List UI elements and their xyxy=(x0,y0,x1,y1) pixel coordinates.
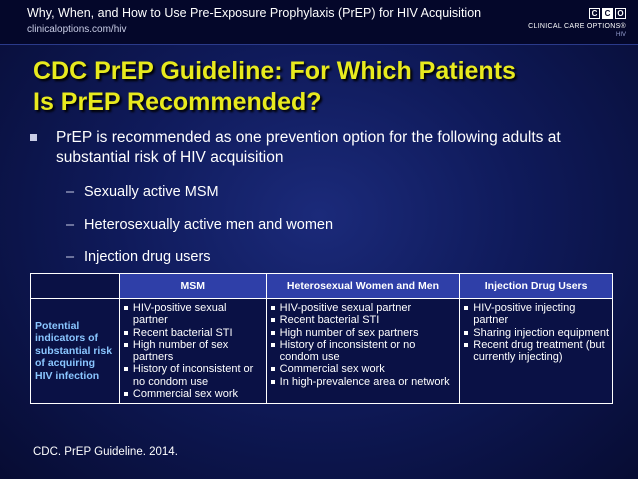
logo-letter: C xyxy=(589,8,600,19)
list-item: History of inconsistent or no condom use xyxy=(271,339,457,364)
list-item: Commercial sex work xyxy=(124,388,263,400)
row-header: Potential indicators of substantial risk of acquiring HIV infection xyxy=(31,299,120,404)
list-item: HIV-positive sexual partner xyxy=(271,302,457,314)
list-item: High number of sex partners xyxy=(124,339,263,364)
list-item: History of inconsistent or no condom use xyxy=(124,363,263,388)
citation: CDC. PrEP Guideline. 2014. xyxy=(33,446,178,458)
logo-letter: O xyxy=(615,8,626,19)
sub-bullet xyxy=(66,184,219,200)
square-bullet-icon xyxy=(30,134,37,141)
main-bullet xyxy=(38,128,608,168)
table-cell-msm xyxy=(119,299,266,404)
logo-name: CLINICAL CARE OPTIONS® xyxy=(528,23,626,30)
indicator-list xyxy=(464,302,609,363)
list-item: In high-prevalence area or network xyxy=(271,376,457,388)
dash-icon: – xyxy=(66,249,75,265)
main-bullet-text: PrEP is recommended as one prevention option for the following adults at substantial risk of HIV acquisition xyxy=(56,129,561,166)
table-corner-cell xyxy=(31,274,120,299)
logo-sub: HIV xyxy=(615,32,626,38)
list-item: Commercial sex work xyxy=(271,363,457,375)
table-row xyxy=(31,299,613,404)
list-item: Recent bacterial STI xyxy=(124,327,263,339)
table-cell-injection-drug-users xyxy=(460,299,613,404)
sub-bullet xyxy=(66,249,211,265)
header-url[interactable]: clinicaloptions.com/hiv xyxy=(27,24,127,35)
dash-icon: – xyxy=(66,184,75,200)
list-item: HIV-positive injecting partner xyxy=(464,302,609,327)
slide-title-line: Is PrEP Recommended? xyxy=(33,88,322,116)
column-header-msm: MSM xyxy=(119,274,266,299)
header-title: Why, When, and How to Use Pre-Exposure Prophylaxis (PrEP) for HIV Acquisition xyxy=(27,6,482,20)
table-header-row xyxy=(31,274,613,299)
indicator-list xyxy=(271,302,457,388)
indicator-list xyxy=(124,302,263,400)
risk-indicator-table xyxy=(30,273,613,404)
sub-bullet-text: Injection drug users xyxy=(84,249,211,265)
sub-bullet xyxy=(66,217,333,233)
list-item: Recent bacterial STI xyxy=(271,314,457,326)
dash-icon: – xyxy=(66,217,75,233)
column-header-injection-drug-users: Injection Drug Users xyxy=(460,274,613,299)
clinical-care-options-logo xyxy=(512,8,632,40)
sub-bullet-text: Heterosexually active men and women xyxy=(84,217,334,233)
list-item: HIV-positive sexual partner xyxy=(124,302,263,327)
list-item: High number of sex partners xyxy=(271,327,457,339)
logo-mark-icon xyxy=(589,8,626,19)
slide-title xyxy=(33,56,613,118)
column-header-heterosexual: Heterosexual Women and Men xyxy=(266,274,460,299)
list-item: Sharing injection equipment xyxy=(464,327,609,339)
header-bar xyxy=(0,0,638,45)
sub-bullet-text: Sexually active MSM xyxy=(84,184,219,200)
logo-letter: C xyxy=(602,8,613,19)
list-item: Recent drug treatment (but currently injecting) xyxy=(464,339,609,364)
table-cell-heterosexual xyxy=(266,299,460,404)
slide-title-line: CDC PrEP Guideline: For Which Patients xyxy=(33,57,516,85)
